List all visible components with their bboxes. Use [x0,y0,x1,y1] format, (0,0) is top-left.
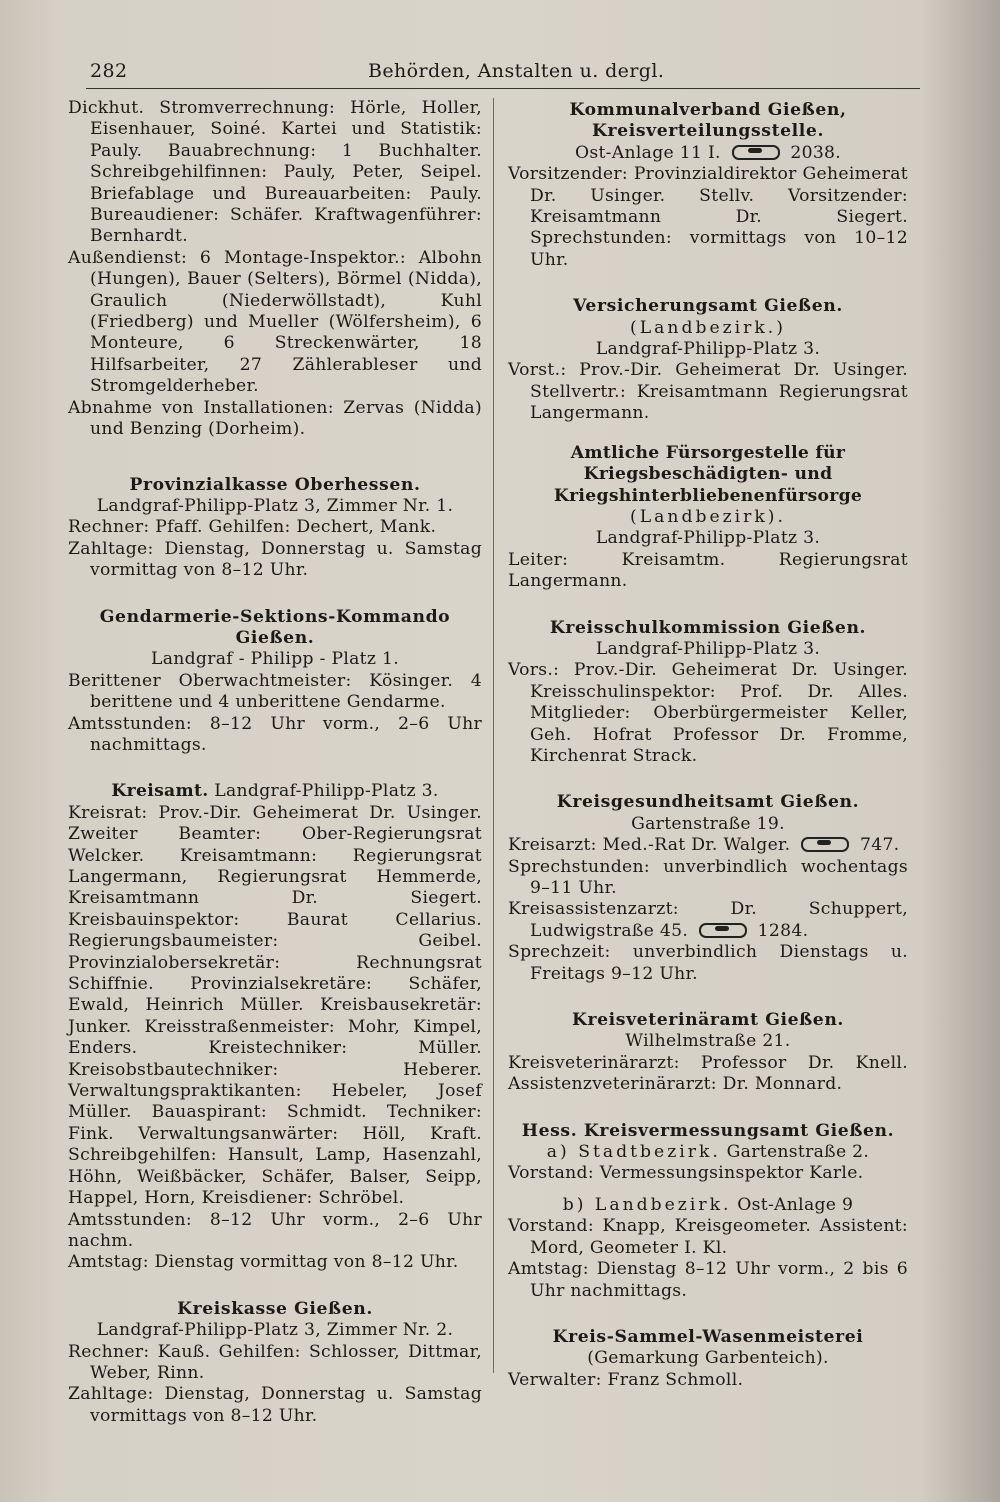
right-column [508,98,908,1391]
subsection-b-address: Ost-Anlage 9 [737,1194,854,1215]
section-heading-line [68,781,482,802]
section-district: (Landbezirk). [630,506,786,527]
subsection-b-staff: Vorstand: Knapp, Kreisgeometer. Assistent: Mord, Geometer I. Kl. [508,1216,908,1258]
section-doctor-phone: 747. [859,835,900,856]
section-gendarmerie [68,607,482,757]
section-title: Kreisveterinäramt Gießen. [571,1010,845,1031]
section-kommunalverband [508,100,908,271]
section-kreisgesundheitsamt [508,792,908,985]
subsection-a-staff: Vorstand: Vermessungsinspektor Karle. [508,1163,864,1184]
section-hours: Sprechstunden: unverbindlich wochentags 9–11 Uhr. [508,856,908,898]
section-address-line [508,143,908,164]
section-title: Kreiskasse Gießen. [177,1298,373,1319]
section-title: Kreisamt. [111,781,209,802]
subsection-b-day: Amtstag: Dienstag 8–12 Uhr vorm., 2 bis 6 Uhr nachmittags. [508,1259,908,1301]
section-address: Landgraf-Philipp-Platz 3, Zimmer Nr. 2. [96,1320,454,1341]
section-title: Kommunalverband Gießen, Kreisverteilungsstelle. [569,100,847,142]
section-address: Ost-Anlage 11 I. [574,142,721,163]
section-district: (Landbezirk.) [630,317,786,338]
section-address: Landgraf - Philipp - Platz 1. [151,649,399,670]
section-title: Kreisschulkommission Gießen. [549,617,867,638]
telephone-icon [801,837,849,852]
section-subtitle: (Gemarkung Garbenteich). [587,1348,829,1369]
section-assistant-phone: 1284. [757,920,809,941]
section-wasenmeisterei [508,1327,908,1391]
page-number: 282 [90,60,128,82]
section-title: Kreisgesundheitsamt Gießen. [556,792,860,813]
section-heading [508,443,908,529]
subsection-a-label: a) Stadtbezirk. [546,1142,721,1163]
section-staff: Leiter: Kreisamtm. Regierungsrat Langermann. [508,549,908,592]
column-divider [493,98,494,1373]
running-title: Behörden, Anstalten u. dergl. [368,60,665,82]
section-phone: 2038. [790,142,842,163]
section-staff: Rechner: Pfaff. Gehilfen: Dechert, Mank. [68,517,437,538]
subsection-a-address: Gartenstraße 2. [726,1142,870,1163]
section-address: Landgraf-Philipp-Platz 3. [214,781,439,802]
section-title: Amtliche Fürsorgestelle für Kriegsbeschädigten- und Kriegshinterbliebenenfürsorge [553,442,863,506]
section-title: Provinzialkasse Oberhessen. [129,474,421,495]
subsection-b-label: b) Landbezirk. [562,1194,732,1215]
section-doctor: Kreisarzt: Med.-Rat Dr. Walger. [508,835,791,856]
section-title: Versicherungsamt Gießen. [573,296,843,317]
page-header [86,56,920,89]
section-day: Amtstag: Dienstag vormittag von 8–12 Uhr. [68,1252,459,1273]
intro-paragraph-installationen: Abnahme von Installationen: Zervas (Nidda) und Benzing (Dorheim). [68,397,482,440]
section-staff: Vorst.: Prov.-Dir. Geheimerat Dr. Usinger. Stellvertr.: Kreisamtmann Regierungsrat Langermann. [508,360,908,424]
section-address: Landgraf-Philipp-Platz 3. [595,528,821,549]
section-staff: Vors.: Prov.-Dir. Geheimerat Dr. Usinger. Kreisschulinspektor: Prof. Dr. Alles. Mitglieder: Oberbürgermeister Keller, Geh. Hofrat Professor Dr. Fromme, Kirchenrat Strack. [508,660,908,766]
section-kreisveterinaeramt [508,1010,908,1096]
section-hours: Amtsstunden: 8–12 Uhr vorm., 2–6 Uhr nachm. [68,1209,482,1251]
section-staff: Verwalter: Franz Schmoll. [508,1369,744,1390]
section-days: Zahltage: Dienstag, Donnerstag u. Samstag vormittag von 8–12 Uhr. [68,538,482,581]
section-vermessungsamt [508,1121,908,1302]
section-address: Gartenstraße 19. [631,813,785,834]
section-assistant-hours: Sprechzeit: unverbindlich Dienstags u. Freitags 9–12 Uhr. [508,942,908,984]
section-address: Wilhelmstraße 21. [625,1031,791,1052]
section-staff: Berittener Oberwachtmeister: Kösinger. 4 berittene und 4 unberittene Gendarme. [68,670,482,713]
section-staff: Rechner: Kauß. Gehilfen: Schlosser, Dittmar, Weber, Rinn. [68,1341,482,1383]
section-days: Zahltage: Dienstag, Donnerstag u. Samstag vormittags von 8–12 Uhr. [68,1384,482,1426]
section-address: Landgraf-Philipp-Platz 3. [595,638,821,659]
section-staff: Kreisrat: Prov.-Dir. Geheimerat Dr. Usinger. Zweiter Beamter: Ober-Regierungsrat Welcker. Kreisamtmann: Regierungsrat Langermann, Regierungsrat Hemmerde, Kreisamtmann Dr. Siegert. Kreisbauinspektor: Baurat Cellarius. Regierungsbaumeister: Geibel. Provinzialobersekretär: Rechnungsrat Schiffnie. Provinzialsekretäre: Schäfer, Ewald, Heinrich Müller. Kreisbausekretär: Junker. Kreisstraßenmeister: Mohr, Kimpel, Enders. Kreistechniker: Müller. Kreisobstbautechniker: Heberer. Verwaltungspraktikanten: Hebeler, Josef Müller. Bauaspirant: Schmidt. Techniker: Fink. Verwaltungsanwärter: Höll, Kraft. Schreibgehilfen: Hansult, Lamp, Hasenzahl, Höhn, Weißbäcker, Schäfer, Balser, Seipp, Happel, Horn, Kreisdiener: Schröbel. [68,802,482,1209]
section-title: Kreis-Sammel-Wasenmeisterei [552,1326,864,1347]
section-staff: Vorsitzender: Provinzialdirektor Geheimerat Dr. Usinger. Stellv. Vorsitzender: Kreisamtmann Dr. Siegert. Sprechstunden: vormittags von 10–12 Uhr. [508,164,908,270]
section-assistant: Kreisassistenzarzt: Dr. Schuppert, Ludwigstraße 45. [508,899,908,941]
left-column [68,98,482,1427]
subsection-a-line [508,1142,908,1163]
section-address: Landgraf-Philipp-Platz 3, Zimmer Nr. 1. [96,495,454,516]
section-assistant-line [508,899,908,942]
section-doctor-line [508,835,908,856]
telephone-icon [699,923,747,938]
section-kreiskasse [68,1299,482,1427]
intro-paragraph-aussendienst: Außendienst: 6 Montage-Inspektor.: Albohn (Hungen), Bauer (Selters), Börmel (Nidda), Graulich (Niederwöllstadt), Kuhl (Friedberg) und Mueller (Wölfersheim), 6 Monteure, 6 Streckenwärter, 18 Hilfsarbeiter, 27 Zählerableser und Stromgelderheber. [68,247,482,397]
subsection-b-line [508,1195,908,1216]
section-staff: Kreisveterinärarzt: Professor Dr. Knell. Assistenzveterinärarzt: Dr. Monnard. [508,1052,908,1095]
section-versicherungsamt [508,296,908,424]
section-address: Landgraf-Philipp-Platz 3. [595,339,821,360]
section-hours: Amtsstunden: 8–12 Uhr vorm., 2–6 Uhr nachmittags. [68,713,482,755]
section-kreisamt [68,781,482,1273]
section-fuersorgestelle [508,443,908,593]
section-provinzialkasse [68,475,482,582]
section-kreisschulkommission [508,618,908,768]
section-title: Hess. Kreisvermessungsamt Gießen. [521,1120,895,1141]
intro-paragraph-staff: Dickhut. Stromverrechnung: Hörle, Holler, Eisenhauer, Soiné. Kartei und Statistik: Pauly. Bauabrechnung: 1 Buchhalter. Schreibgehilfinnen: Pauly, Peter, Seipel. Briefablage und Bureauarbeiten: Pauly. Bureaudiener: Schäfer. Kraftwagenführer: Bernhardt. [68,98,482,247]
telephone-icon [732,145,780,160]
section-title: Gendarmerie-Sektions-Kommando Gießen. [99,606,451,648]
